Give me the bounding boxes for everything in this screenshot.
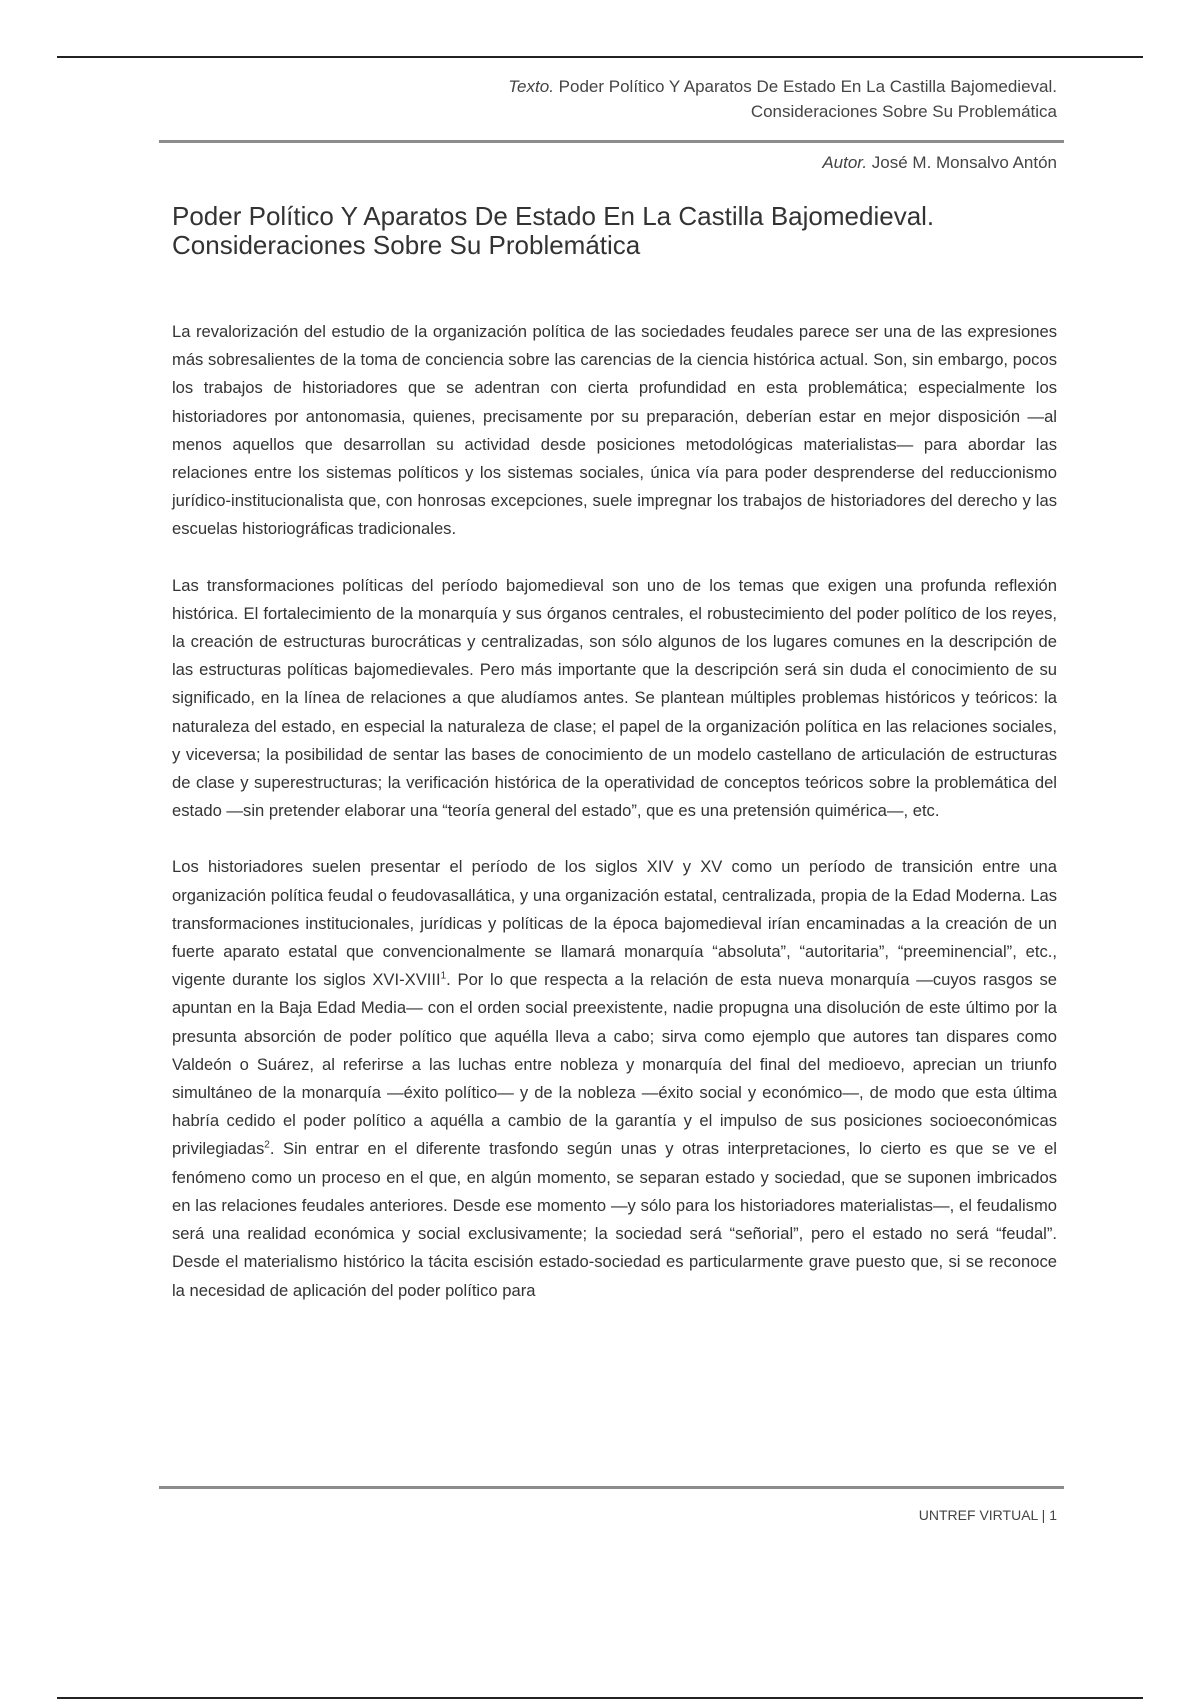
- footnote-ref-1[interactable]: 1: [440, 970, 447, 982]
- page-bottom-edge-rule: [57, 1697, 1143, 1699]
- document-title-line-2: Consideraciones Sobre Su Problemática: [172, 230, 641, 260]
- document-title: [172, 202, 1052, 260]
- footer-divider: [159, 1486, 1064, 1489]
- paragraph-3: [172, 853, 1057, 1304]
- document-page: [160, 56, 1060, 1696]
- running-header: [160, 74, 1057, 124]
- text-label: Texto.: [508, 77, 554, 96]
- running-title-line-2: Consideraciones Sobre Su Problemática: [750, 102, 1057, 121]
- paragraph-3-part-2: . Por lo que respecta a la relación de esta nueva monarquía —cuyos rasgos se apuntan en la Baja Edad Media— con el orden social preexistente, nadie propugna una disolución de este último por la presunta absorción de poder político que aquélla lleva a cabo; sirva como ejemplo que autores tan dispares como Valdeón o Suárez, al referirse a las luchas entre nobleza y monarquía del final del medioevo, aprecian un triunfo simultáneo de la monarquía —éxito político— y de la nobleza —éxito social y económico—, de modo que esta última habría cedido el poder político a aquélla a cambio de la garantía y el impulso de sus posiciones socioeconómicas privilegiadas: [172, 970, 1057, 1159]
- body-text: [172, 318, 1057, 1333]
- header-divider: [159, 140, 1064, 143]
- paragraph-2: Las transformaciones políticas del período bajomedieval son uno de los temas que exigen una profunda reflexión histórica. El fortalecimiento de la monarquía y sus órganos centrales, el robustecimiento del poder político de los reyes, la creación de estructuras burocráticas y centralizadas, son sólo algunos de los lugares comunes en la descripción de las estructuras políticas bajomedievales. Pero más importante que la descripción será sin duda el conocimiento de su significado, en la línea de relaciones a que aludíamos antes. Se plantean múltiples problemas históricos y teóricos: la naturaleza del estado, en especial la naturaleza de clase; el papel de la organización política en las relaciones sociales, y viceversa; la posibilidad de sentar las bases de conocimiento de un modelo castellano de articulación de estructuras de clase y superestructuras; la verificación histórica de la operatividad de conceptos teóricos sobre la problemática del estado —sin pretender elaborar una “teoría general del estado”, que es una pretensión quimérica—, etc.: [172, 575, 1057, 821]
- author-label: Autor.: [822, 153, 868, 172]
- paragraph-3-part-3: . Sin entrar en el diferente trasfondo según unas y otras interpretaciones, lo cierto es que se ve el fenómeno como un proceso en el que, en algún momento, se separan estado y sociedad, que se suponen imbricados en las relaciones feudales anteriores. Desde ese momento —y sólo para los historiadores materialistas—, el feudalismo será una realidad económica y social exclusivamente; la sociedad será “señorial”, pero el estado no será “feudal”. Desde el materialismo histórico la tácita escisión estado-sociedad es particularmente grave puesto que, si se reconoce la necesidad de aplicación del poder político para: [172, 1139, 1057, 1300]
- paragraph-3-part-1: Los historiadores suelen presentar el período de los siglos XIV y XV como un período de transición entre una organización política feudal o feudovasallática, y una organización estatal, centralizada, propia de la Edad Moderna. Las transformaciones institucionales, jurídicas y políticas de la época bajomedieval irían encaminadas a la creación de un fuerte aparato estatal que convencionalmente se llamará monarquía “absoluta”, “autoritaria”, “preeminencial”, etc., vigente durante los siglos XVI-XVIII: [172, 857, 1057, 990]
- author-name: José M. Monsalvo Antón: [871, 153, 1057, 172]
- running-title-line-1: Poder Político Y Aparatos De Estado En La Castilla Bajomedieval.: [558, 77, 1057, 96]
- page-footer: UNTREF VIRTUAL | 1: [918, 1507, 1057, 1523]
- paragraph-1: La revalorización del estudio de la organización política de las sociedades feudales parece ser una de las expresiones más sobresalientes de la toma de conciencia sobre las carencias de la ciencia histórica actual. Son, sin embargo, pocos los trabajos de historiadores que se adentran con cierta profundidad en esta problemática; especialmente los historiadores por antonomasia, quienes, precisamente por su preparación, deberían estar en mejor disposición —al menos aquellos que desarrollan su actividad desde posiciones metodológicas materialistas— para abordar las relaciones entre los sistemas políticos y los sistemas sociales, única vía para poder desprenderse del reduccionismo jurídico-institucionalista que, con honrosas excepciones, suele impregnar los trabajos de historiadores del derecho y las escuelas historiográficas tradicionales.: [172, 322, 1057, 539]
- document-title-line-1: Poder Político Y Aparatos De Estado En La Castilla Bajomedieval.: [172, 201, 935, 231]
- author-line: [160, 150, 1057, 175]
- running-header-line-1: [160, 74, 1057, 99]
- footnote-ref-2[interactable]: 2: [264, 1139, 270, 1151]
